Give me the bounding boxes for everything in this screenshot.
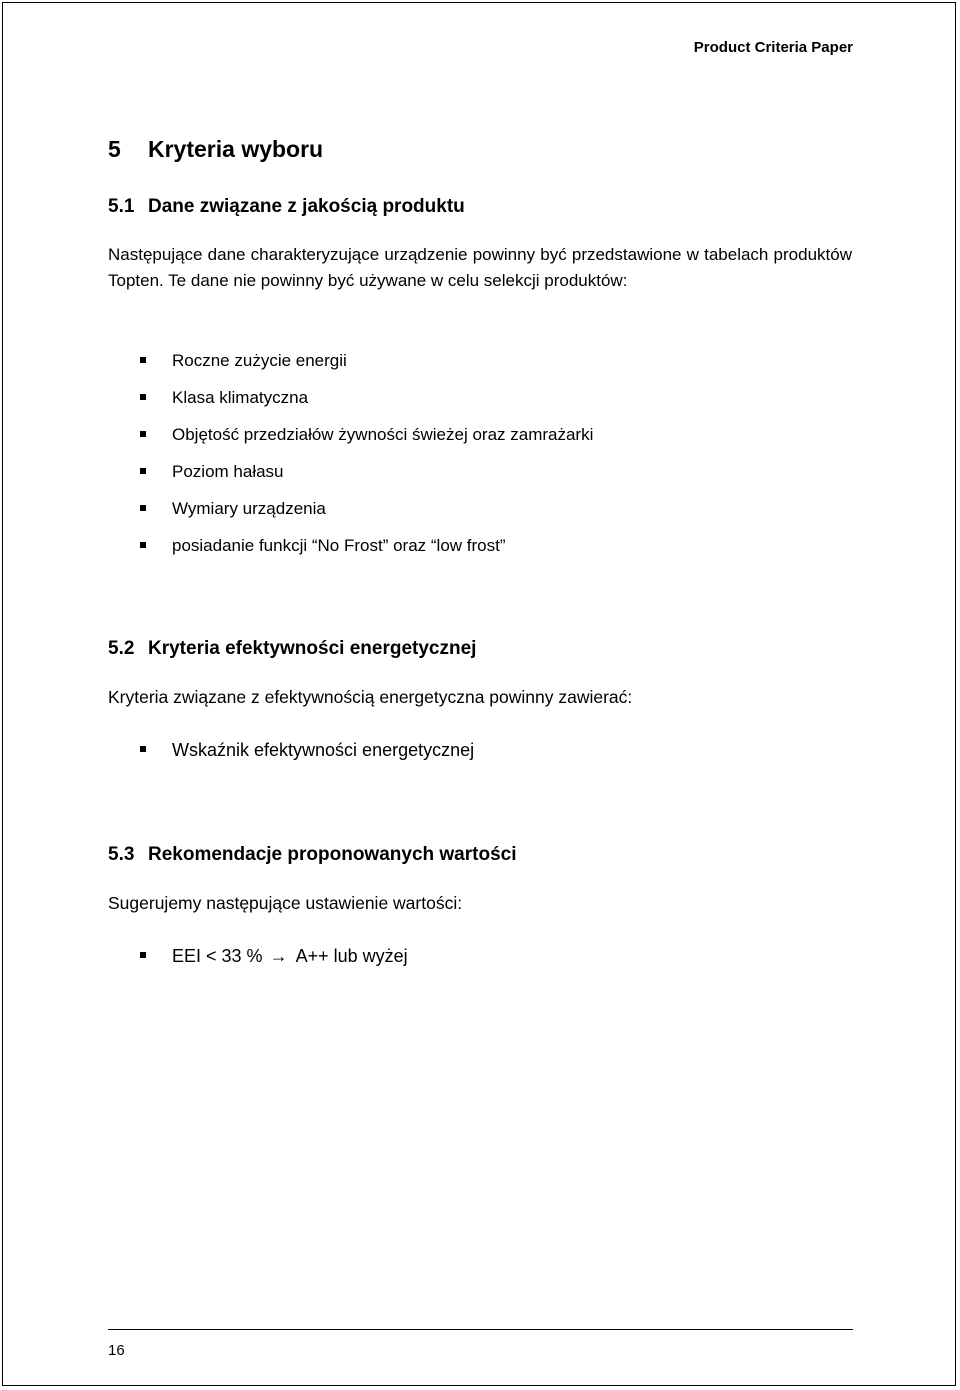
section-5-3-heading [108,844,516,866]
section-5-2-paragraph: Kryteria związane z efektywnością energetyczna powinny zawierać: [108,687,633,707]
section-5-3-title: Rekomendacje proponowanych wartości [148,844,517,865]
section-5-title: Kryteria wyboru [148,136,324,162]
section-5-2-number: 5.2 [108,638,135,659]
list-item-text: posiadanie funkcji “No Frost” oraz “low frost” [172,536,506,555]
bullet-square-icon [140,431,146,437]
section-5-1-title: Dane związane z jakością produktu [148,196,465,217]
footer-divider [108,1329,853,1330]
list-item [140,462,593,499]
bullet-square-icon [140,505,146,511]
list-item-text-before: EEI < 33 % [172,946,263,966]
bullet-square-icon [140,746,146,752]
section-5-3-paragraph: Sugerujemy następujące ustawienie wartości: [108,893,463,913]
section-5-heading [108,136,323,163]
section-5-3-bullet-list [140,946,408,983]
list-item-text: Objętość przedziałów żywności świeżej oraz zamrażarki [172,425,594,444]
section-5-2-heading [108,638,476,660]
bullet-square-icon [140,468,146,474]
list-item [140,425,593,462]
list-item-text: Poziom hałasu [172,462,284,481]
bullet-square-icon [140,542,146,548]
section-5-1-bullet-list [140,351,593,573]
section-5-1-number: 5.1 [108,196,135,217]
section-5-1-heading [108,196,465,218]
list-item-text: Klasa klimatyczna [172,388,309,407]
section-5-1-paragraph: Następujące dane charakteryzujące urządzenie powinny być przedstawione w tabelach produktów Topten. Te dane nie powinny być używane w celu selekcji produktów: [108,245,852,290]
list-item-text: Roczne zużycie energii [172,351,347,370]
page-number: 16 [108,1342,125,1359]
list-item [140,946,408,983]
list-item [140,499,593,536]
bullet-square-icon [140,952,146,958]
list-item-text: Wymiary urządzenia [172,499,326,518]
section-5-3-number: 5.3 [108,844,135,865]
list-item-text-after: A++ lub wyżej [295,946,408,966]
section-5-number: 5 [108,136,121,162]
bullet-square-icon [140,357,146,363]
section-5-2-bullet-list [140,740,474,777]
list-item [140,388,593,425]
right-arrow-icon: → [269,946,288,966]
list-item [140,536,593,573]
section-5-2-title: Kryteria efektywności energetycznej [148,638,477,659]
header-title: Product Criteria Paper [693,39,853,56]
bullet-square-icon [140,394,146,400]
list-item [140,351,593,388]
list-item [140,740,474,777]
list-item-text: Wskaźnik efektywności energetycznej [172,740,475,760]
